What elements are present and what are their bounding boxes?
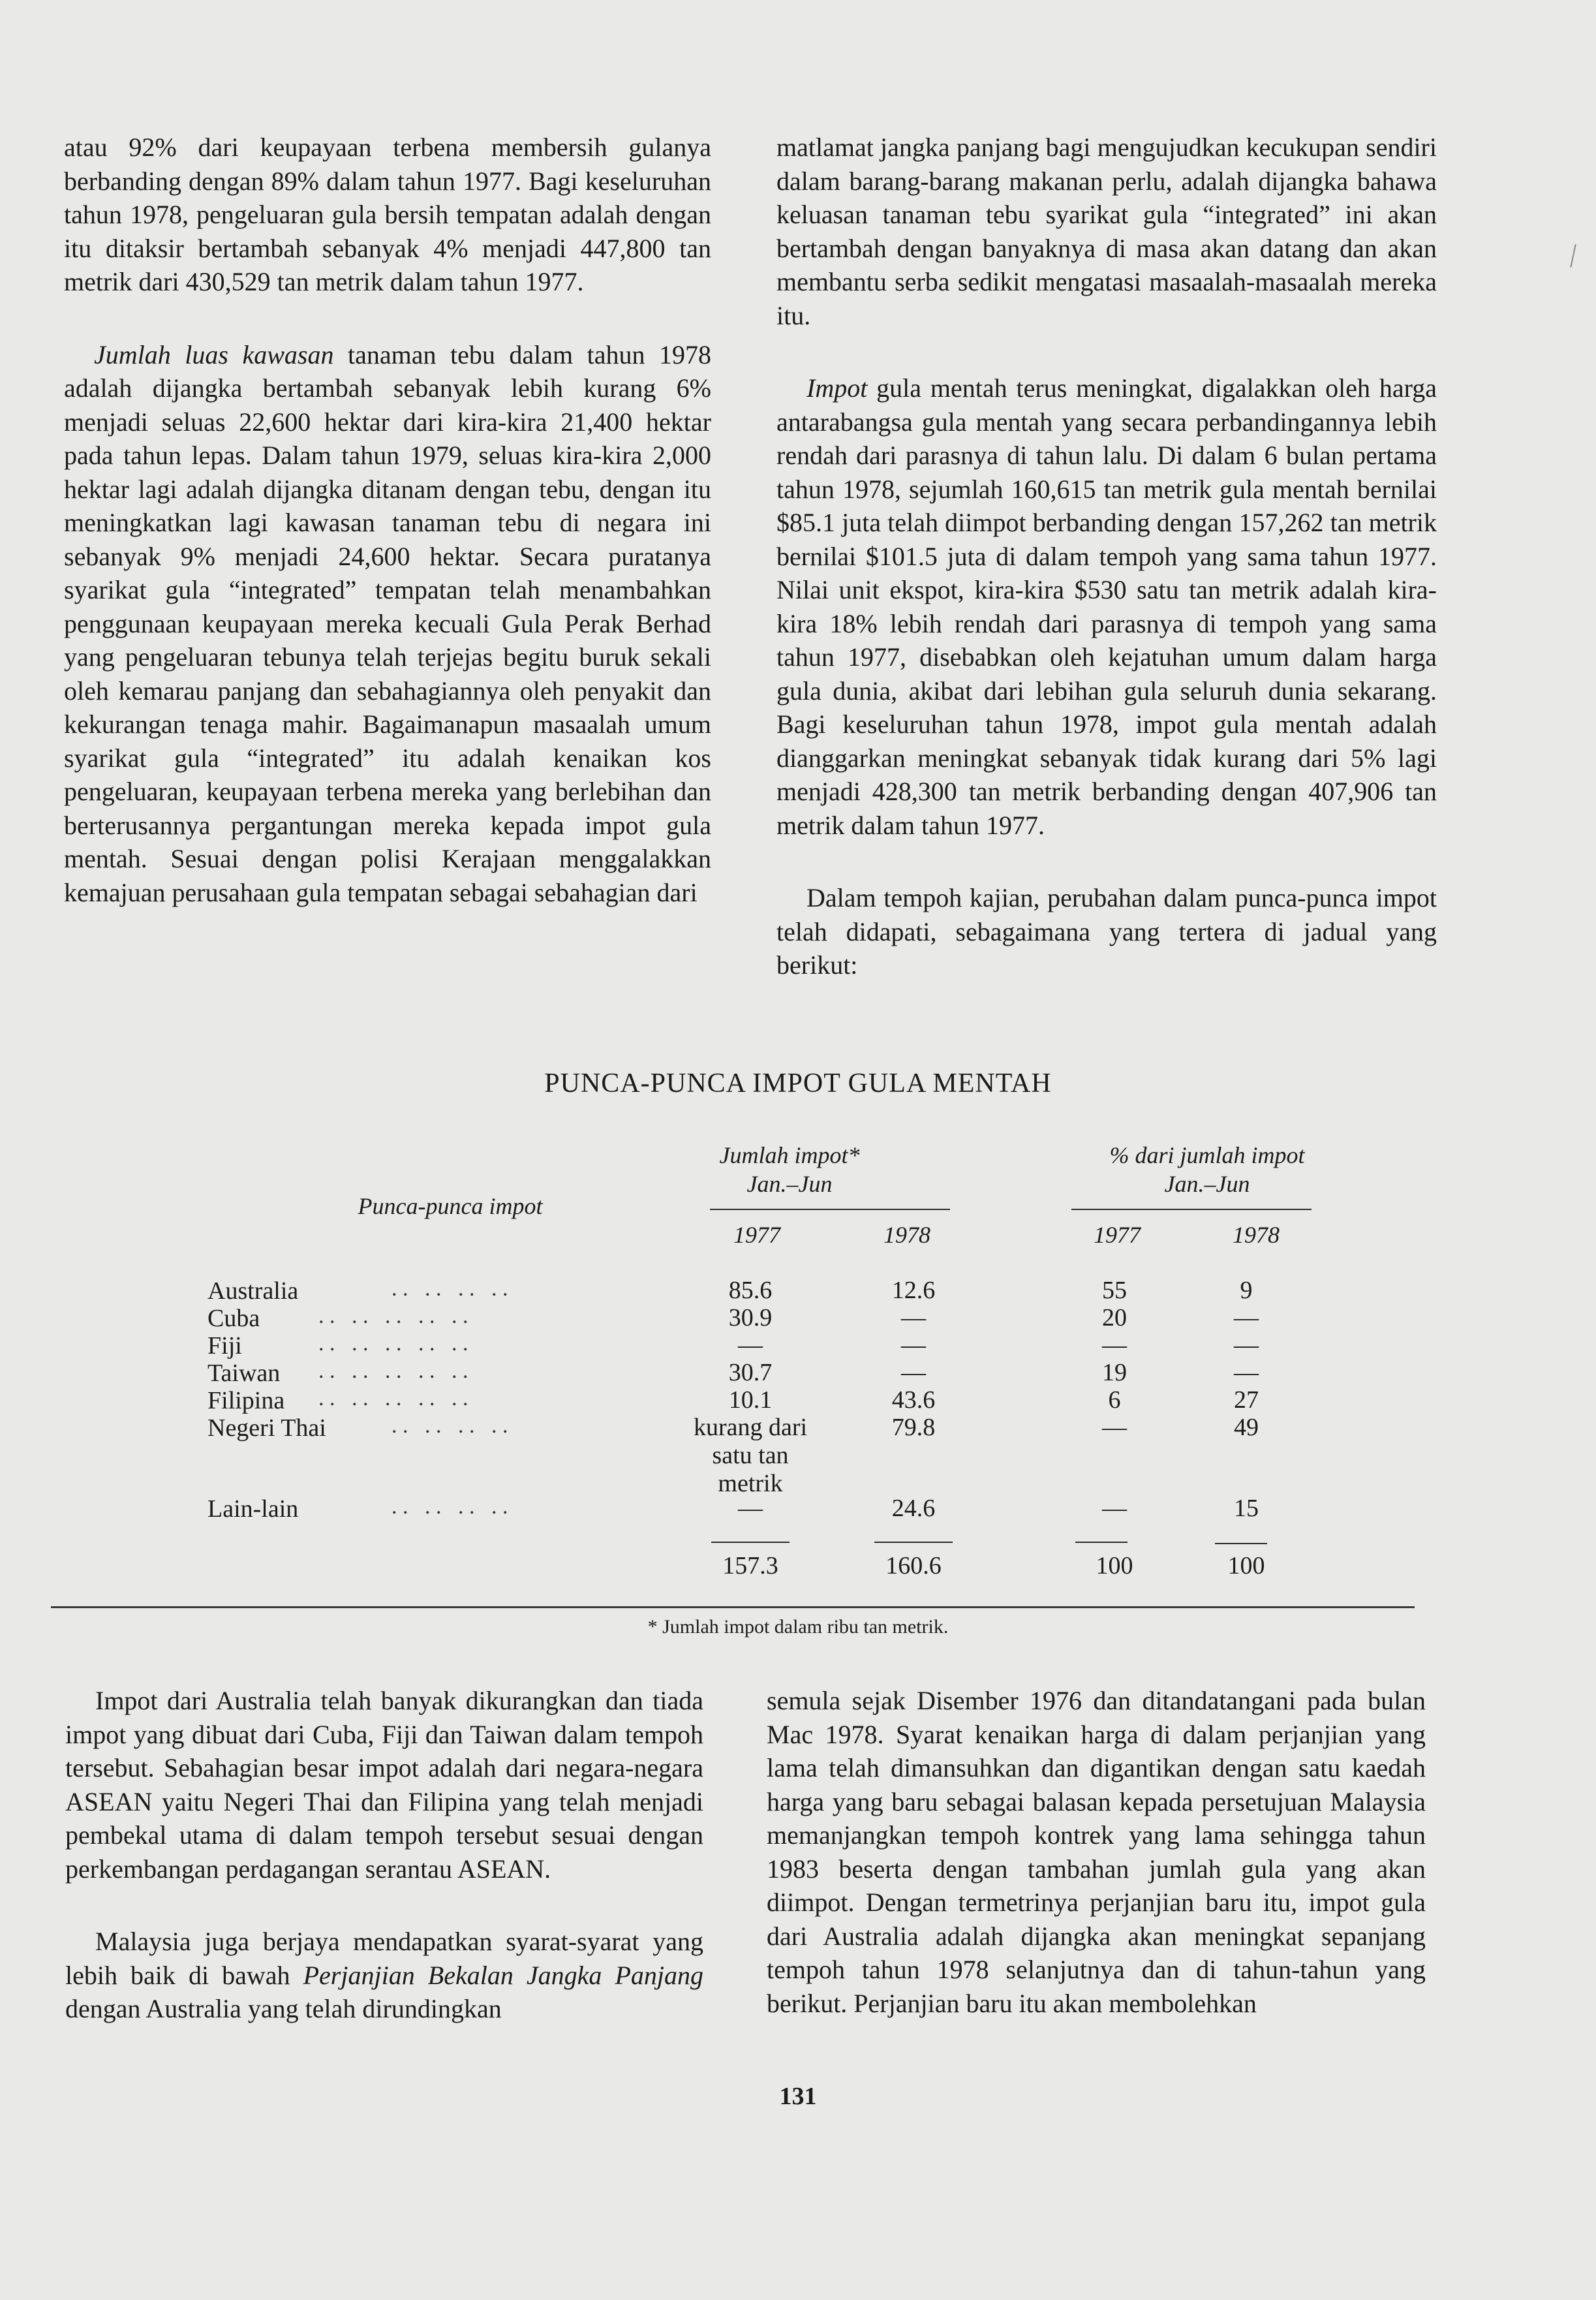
cell-pct-1977: — (1102, 1495, 1127, 1522)
row-source: Taiwan (207, 1360, 281, 1387)
row-source: Negeri Thai (207, 1414, 326, 1442)
header-import-amount-line1: Jumlah impot* (719, 1142, 860, 1168)
table-footnote: * Jumlah impot dalam ribu tan metrik. (647, 1616, 949, 1638)
text-column-top-right (776, 131, 1437, 982)
row-source: Australia (207, 1277, 299, 1305)
cell-imp-1978: — (901, 1359, 926, 1386)
header-rule-import-amount (710, 1209, 950, 1210)
cell-pct-1977: 55 (1102, 1277, 1127, 1304)
cell-imp-1977: 10.1 (728, 1386, 773, 1414)
margin-mark (1570, 244, 1576, 268)
header-import-amount-line2: Jan.–Jun (746, 1171, 833, 1197)
leader-dots: . . . . . . . . (391, 1277, 508, 1301)
italic-agreement-name: Perjanjian Bekalan Jangka Panjang (303, 1960, 703, 1990)
paragraph-text: gula mentah terus meningkat, digalakkan oleh harga antarabangsa gula mentah yang secara perbandingannya lebih rendah dari parasnya di tahun lalu. Di dalam 6 bulan pertama tahun 1978, sejumlah 160,615 tan metrik gula mentah bernilai $85.1 juta telah diimpot berbanding dengan 157,262 tan metrik bernilai $101.5 juta di dalam tempoh yang sama tahun 1977. Nilai unit ekspot, kira-kira $530 satu tan metrik adalah kira-kira 18% lebih rendah dari parasnya di tempoh yang sama tahun 1977, disebabkan oleh kejatuhan umum dalam harga gula dunia, akibat dari lebihan gula seluruh dunia sekarang. Bagi keseluruhan tahun 1978, impot gula mentah adalah dianggarkan meningkat sebanyak tidak kurang dari 5% lagi menjadi 428,300 tan metrik berbanding dengan 407,906 tan metrik dalam tahun 1977. (776, 373, 1437, 840)
text-column-bottom-left (65, 1684, 703, 2026)
paragraph-raw-sugar-imports (776, 371, 1437, 842)
header-import-percent (1070, 1141, 1344, 1198)
header-import-percent-line2: Jan.–Jun (1164, 1171, 1250, 1197)
cell-pct-1978: 27 (1234, 1386, 1259, 1414)
paragraph-text: tanaman tebu dalam tahun 1978 adalah dijangka bertambah sebanyak lebih kurang 6% menjadi seluas 22,600 hektar dari kira-kira 21,400 hektar pada tahun lepas. Dalam tahun 1979, seluas kira-kira 2,000 hektar lagi adalah dijangka ditanam dengan tebu, dengan itu meningkatkan lagi kawasan tanaman tebu di negara ini sebanyak 9% menjadi 24,600 hektar. Secara puratanya syarikat gula “integrated” tempatan telah menambahkan penggunaan keupayaan mereka kecuali Gula Perak Berhad yang pengeluaran tebunya telah terjejas begitu buruk sekali oleh kemarau panjang dan sebahagiannya oleh penyakit dan kekurangan tenaga mahir. Bagaimanapun masaalah umum syarikat gula “integrated” itu adalah kenaikan kos pengeluaran, keupayaan terbena mereka yang berlebihan dan berterusannya pergantungan mereka kepada impot gula mentah. Sesuai dengan polisi Kerajaan menggalakkan kemajuan perusahaan gula tempatan sebagai sebahagian dari (64, 339, 711, 907)
leader-dots: . . . . . . . . . . (318, 1304, 468, 1328)
total-rule-imp-1977 (711, 1542, 790, 1543)
cell-pct-1977: — (1102, 1414, 1127, 1441)
total-imp-1977: 157.3 (722, 1552, 778, 1579)
paragraph-sugar-production: atau 92% dari keupayaan terbena membersih gulanya berbanding dengan 89% dalam tahun 1977. Bagi keseluruhan tahun 1978, pengeluaran gula bersih tempatan adalah dengan itu ditaksir bertambah sebanyak 4% menjadi 447,800 tan metrik dari 430,529 tan metrik dalam tahun 1977. (64, 132, 711, 296)
row-source: Fiji (207, 1332, 242, 1360)
leader-dots: . . . . . . . . (391, 1414, 508, 1438)
leader-dots: . . . . . . . . (391, 1495, 508, 1519)
paragraph-australia-imports: Impot dari Australia telah banyak dikurangkan dan tiada impot yang dibuat dari Cuba, Fiji dan Taiwan dalam tempoh tersebut. Sebahagian besar impot adalah dari negara-negara ASEAN yaitu Negeri Thai dan Filipina yang telah menjadi pembekal utama di dalam tempoh tersebut sesuai dengan perkembangan perdagangan serantau ASEAN. (65, 1686, 703, 1884)
cell-pct-1978: 15 (1234, 1495, 1259, 1522)
cell-imp-1978: 24.6 (891, 1495, 936, 1522)
row-source: Filipina (207, 1387, 285, 1414)
text-column-bottom-right (767, 1684, 1426, 2020)
cell-imp-1977: — (738, 1331, 763, 1359)
header-import-amount (672, 1141, 907, 1198)
page-number: 131 (779, 2083, 817, 2110)
cell-pct-1978: — (1234, 1359, 1259, 1386)
cell-imp-1978: 79.8 (891, 1414, 936, 1441)
year-header-imp-1978: 1978 (883, 1222, 930, 1248)
cell-pct-1978: — (1234, 1331, 1259, 1359)
cell-imp-1977: 85.6 (728, 1277, 773, 1304)
leader-dots: . . . . . . . . . . (318, 1386, 468, 1410)
year-header-imp-1977: 1977 (733, 1222, 780, 1248)
paragraph-text: dengan Australia yang telah dirundingkan (65, 1994, 502, 2023)
cell-imp-1978: 12.6 (891, 1277, 936, 1304)
header-sources: Punca-punca impot (358, 1193, 543, 1219)
total-rule-pct-1978 (1215, 1543, 1267, 1544)
row-source: Cuba (207, 1305, 260, 1332)
table-bottom-rule (51, 1606, 1415, 1608)
total-rule-pct-1977 (1075, 1542, 1128, 1543)
cell-pct-1977: 6 (1108, 1386, 1121, 1414)
table-title: PUNCA-PUNCA IMPOT GULA MENTAH (544, 1068, 1052, 1098)
header-rule-import-percent (1071, 1209, 1312, 1210)
cell-pct-1977: 20 (1102, 1304, 1127, 1331)
italic-lead: Impot (806, 373, 868, 403)
cell-pct-1978: — (1234, 1304, 1259, 1331)
cell-pct-1978: 49 (1234, 1414, 1259, 1441)
cell-imp-1977: 30.9 (728, 1304, 773, 1331)
row-source: Lain-lain (207, 1495, 299, 1523)
italic-lead: Jumlah luas kawasan (94, 339, 334, 369)
cell-imp-1977: kurang dari satu tan metrik (693, 1414, 808, 1497)
cell-imp-1977: — (738, 1495, 763, 1522)
total-pct-1977: 100 (1096, 1552, 1133, 1579)
total-imp-1978: 160.6 (885, 1552, 942, 1579)
leader-dots: . . . . . . . . . . (318, 1359, 468, 1383)
cell-pct-1977: — (1102, 1331, 1127, 1359)
paragraph-supply-agreement (65, 1925, 703, 2026)
header-import-percent-line1: % dari jumlah impot (1109, 1142, 1305, 1168)
cell-imp-1978: — (901, 1304, 926, 1331)
leader-dots: . . . . . . . . . . (318, 1331, 468, 1356)
total-rule-imp-1978 (874, 1542, 953, 1543)
text-column-top-left (64, 131, 711, 909)
total-pct-1978: 100 (1227, 1552, 1265, 1579)
cell-imp-1978: 43.6 (891, 1386, 936, 1414)
cell-imp-1978: — (901, 1331, 926, 1359)
year-header-pct-1977: 1977 (1094, 1222, 1141, 1248)
year-header-pct-1978: 1978 (1233, 1222, 1280, 1248)
cell-pct-1977: 19 (1102, 1359, 1127, 1386)
cell-imp-1977: 30.7 (728, 1359, 773, 1386)
paragraph-long-term-goal: matlamat jangka panjang bagi mengujudkan kecukupan sendiri dalam barang-barang makanan perlu, adalah dijangka bahawa keluasan tanaman tebu syarikat gula “integrated” ini akan bertambah dengan banyaknya di masa akan datang dan akan membantu serba sedikit mengatasi masaalah-masaalah mereka itu. (776, 132, 1437, 330)
cell-pct-1978: 9 (1240, 1277, 1253, 1304)
paragraph-cane-area (64, 338, 711, 910)
paragraph-table-intro: Dalam tempoh kajian, perubahan dalam punca-punca impot telah didapati, sebagaimana yang tertera di jadual yang berikut: (776, 883, 1437, 980)
paragraph-agreement-continued: semula sejak Disember 1976 dan ditandatangani pada bulan Mac 1978. Syarat kenaikan harga di dalam perjanjian yang lama telah dimansuhkan dan digantikan dengan satu kaedah harga yang baru sebagai balasan kepada persetujuan Malaysia memanjangkan tempoh kontrek yang lama sehingga tahun 1983 beserta dengan tambahan jumlah gula yang akan diimpot. Dengan termetrinya perjanjian baru itu, impot gula dari Australia adalah dijangka akan meningkat sepanjang tempoh tahun 1978 selanjutnya dan di tahun-tahun yang berikut. Perjanjian baru itu akan membolehkan (767, 1686, 1426, 2018)
paragraph-text: Malaysia juga berjaya mendapatkan syarat-syarat yang lebih baik di bawah (65, 1927, 703, 1990)
